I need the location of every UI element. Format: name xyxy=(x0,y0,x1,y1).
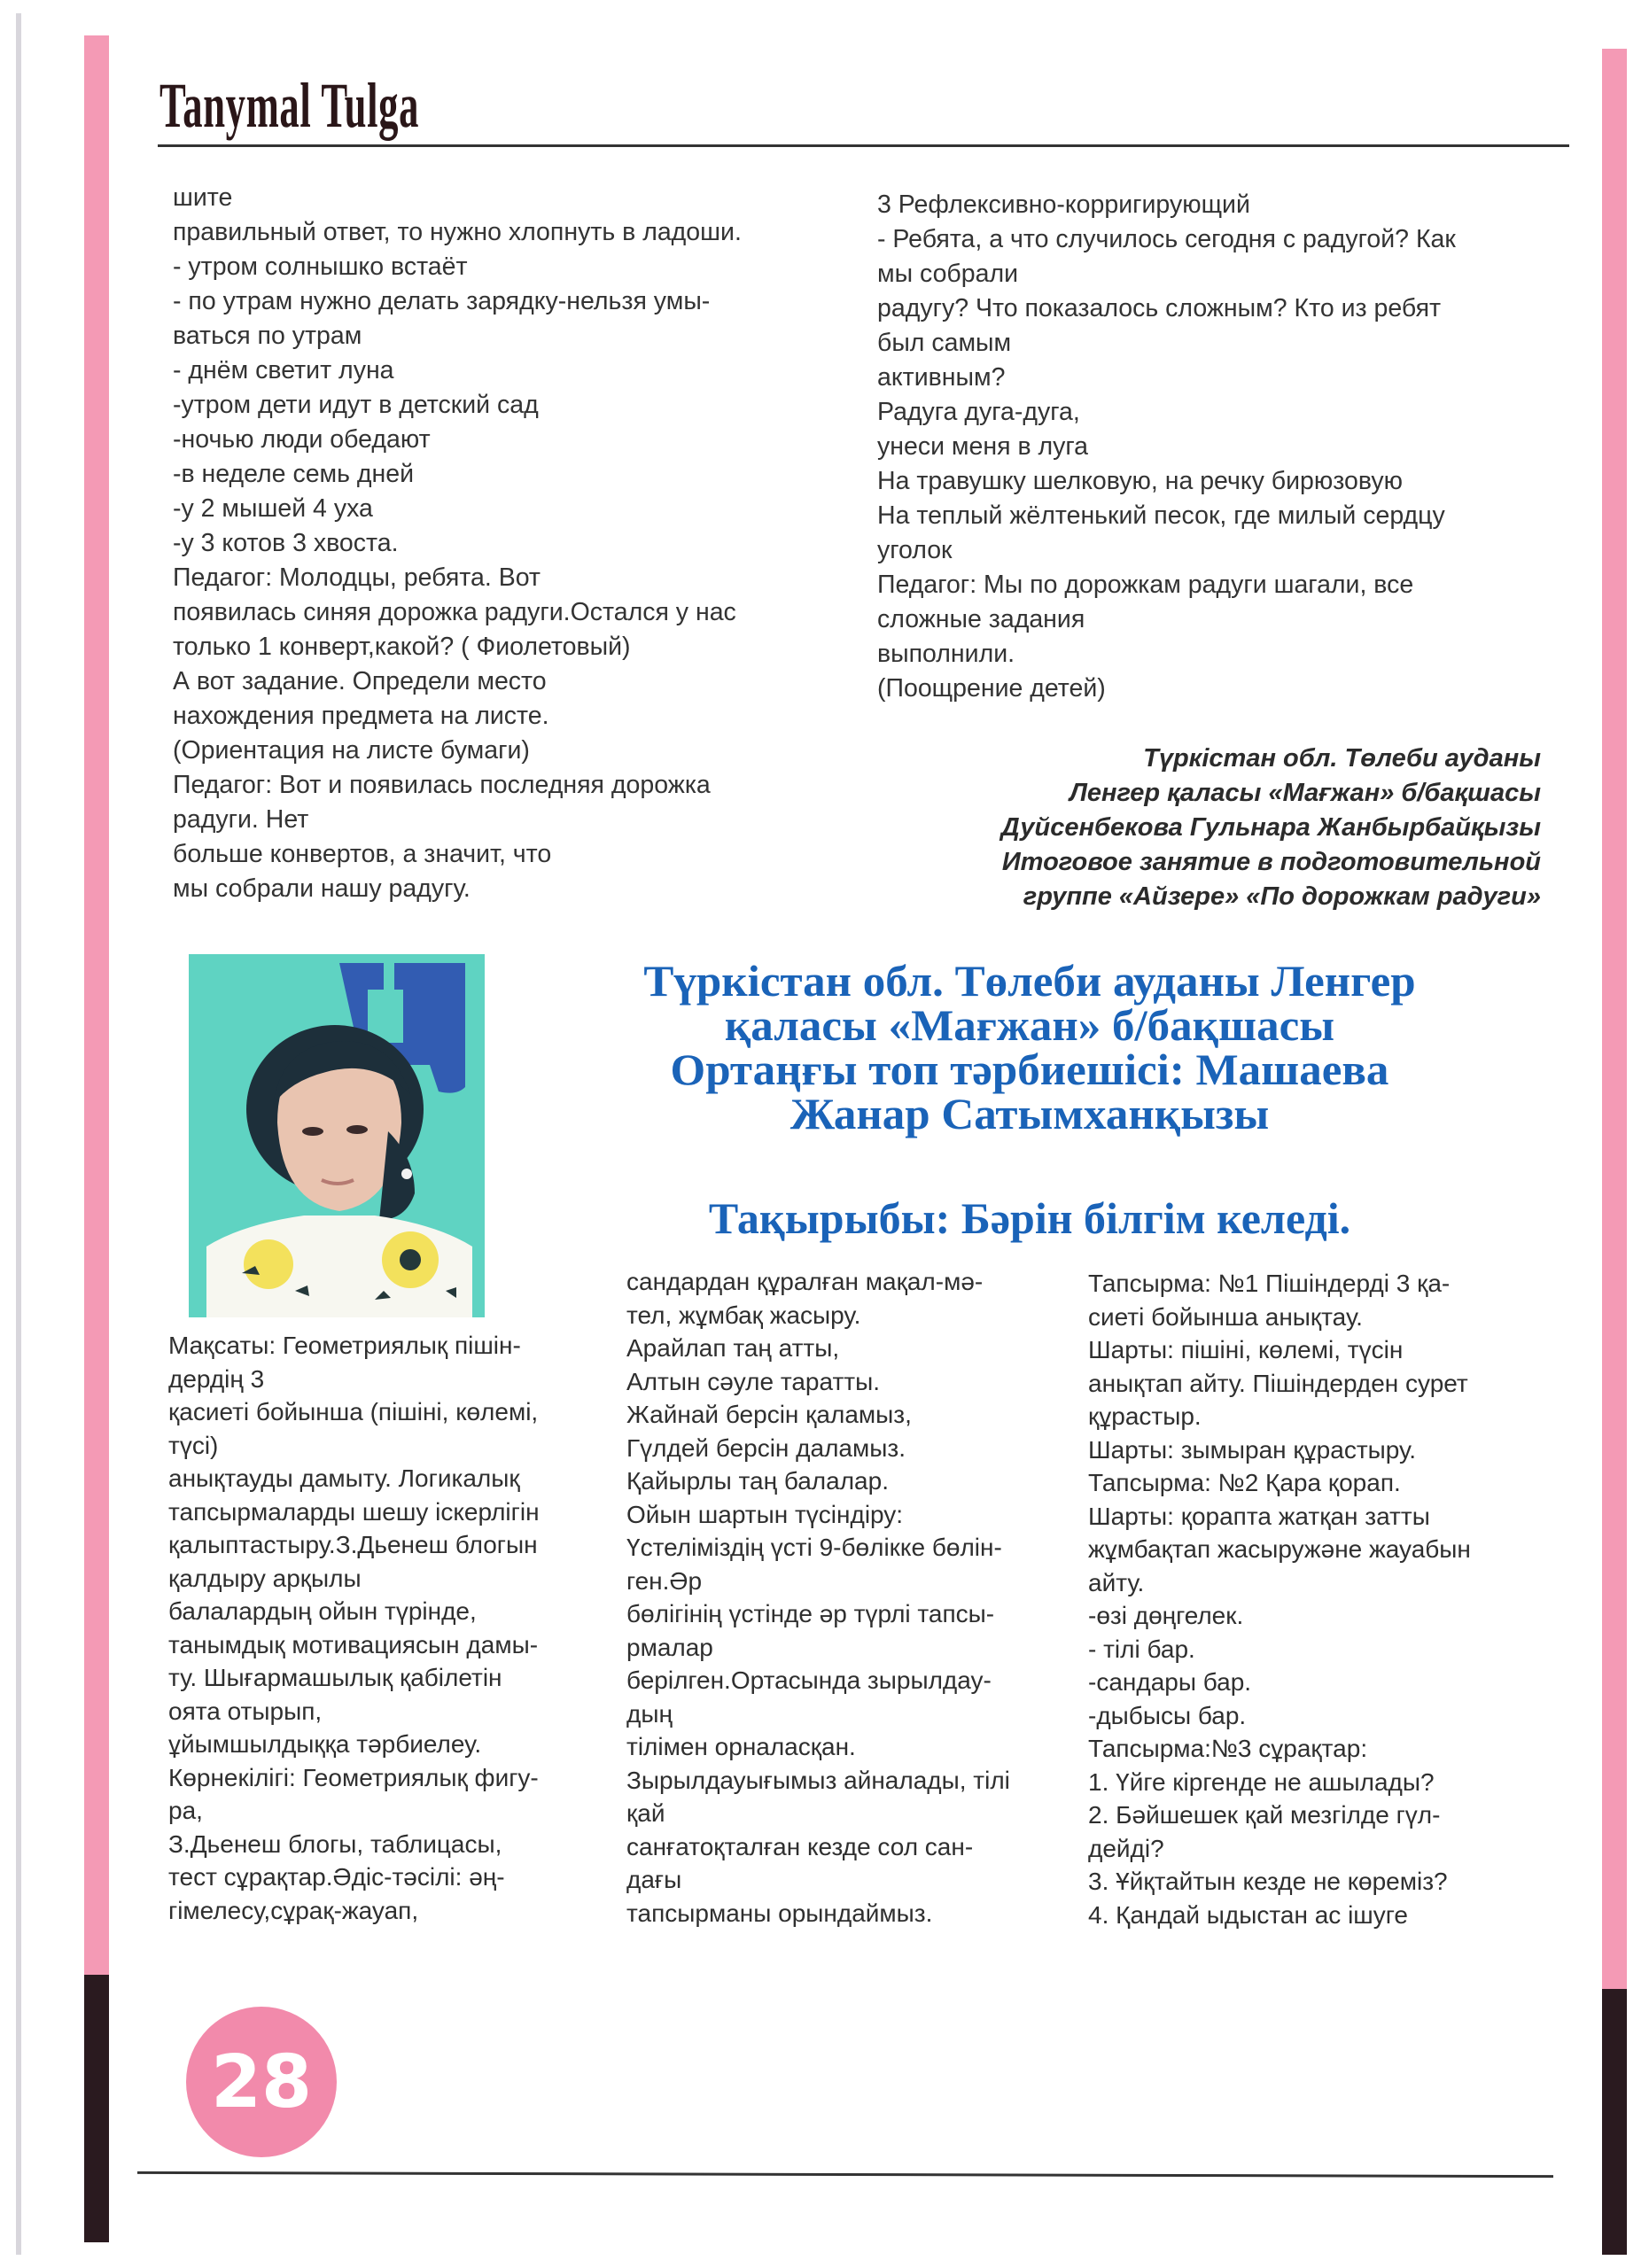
text-line: қай xyxy=(626,1799,665,1827)
text-line: балалардың ойын түрінде, xyxy=(168,1597,477,1625)
header-rule xyxy=(158,144,1569,147)
text-line: дағы xyxy=(626,1866,682,1893)
text-line: уголок xyxy=(877,536,953,564)
text-line: радуги. Нет xyxy=(173,805,309,834)
page-number-badge xyxy=(186,2007,337,2157)
text-line: -сандары бар. xyxy=(1088,1668,1252,1696)
text-line: ту. Шығармашылық қабілетін xyxy=(168,1664,502,1691)
text-line: -ночью люди обедают xyxy=(173,425,431,454)
second-article-column-2 xyxy=(626,1265,1070,1930)
text-line: Радуга дуга-дуга, xyxy=(877,398,1080,426)
text-line: -у 2 мышей 4 уха xyxy=(173,494,373,523)
text-line: только 1 конверт,какой? ( Фиолетовый) xyxy=(173,633,631,661)
text-line: ген.Әр xyxy=(626,1566,703,1595)
text-line: Итоговое занятие в подготовительной xyxy=(1001,848,1541,876)
text-line: мы собрали xyxy=(877,260,1018,288)
text-line: правильный ответ, то нужно хлопнуть в ладоши. xyxy=(173,218,742,246)
text-line: -у 3 котов 3 хвоста. xyxy=(173,529,399,557)
text-line: 3. Ұйқтайтын кезде не көреміз? xyxy=(1088,1868,1448,1895)
text-line: Мақсаты: Геометриялық пішін- xyxy=(168,1332,521,1359)
text-line: 1. Үйге кіргенде не ашылады? xyxy=(1088,1767,1435,1796)
text-line: выполнили. xyxy=(877,640,1015,668)
footer-rule xyxy=(137,2171,1553,2178)
text-line: группе «Айзере» «По дорожкам радуги» xyxy=(1023,882,1541,911)
text-line: Жайнай берсін қаламыз, xyxy=(626,1401,912,1428)
text-line: На теплый жёлтенький песок, где милый сердцу xyxy=(877,501,1445,530)
text-line: - днём светит луна xyxy=(173,356,394,384)
right-dark-band xyxy=(1602,1989,1627,2255)
text-line: Педагог: Вот и появилась последняя дорожка xyxy=(173,771,711,799)
text-line: Зырылдауығымыз айналады, тілі xyxy=(626,1766,1010,1794)
top-right-column xyxy=(877,188,1560,706)
text-line: құрастыр. xyxy=(1088,1402,1202,1430)
text-line: Қайырлы таң балалар. xyxy=(626,1467,889,1495)
text-line: Дуйсенбекова Гульнара Жанбырбайқызы xyxy=(1000,813,1541,842)
text-line: Шарты: пішіні, көлемі, түсін xyxy=(1088,1336,1404,1363)
text-line: Педагог: Молодцы, ребята. Вот xyxy=(173,563,541,592)
text-line: тапсырманы орындаймыз. xyxy=(626,1899,933,1927)
text-line: Тапсырма: №1 Пішіндерді 3 қа- xyxy=(1088,1270,1451,1297)
text-line: радугу? Что показалось сложным? Кто из ребят xyxy=(877,294,1442,322)
page-number: 28 xyxy=(210,2039,313,2124)
heading-line: Түркістан обл. Төлеби ауданы Ленгер xyxy=(643,956,1416,1006)
text-line: сложные задания xyxy=(877,605,1085,633)
text-line: Түркістан обл. Төлеби ауданы xyxy=(1143,744,1541,773)
text-line: (Ориентация на листе бумаги) xyxy=(173,736,530,765)
text-line: тест сұрақтар.Әдіс-тәсілі: әң- xyxy=(168,1863,505,1891)
text-line: дердің 3 xyxy=(168,1364,265,1393)
magazine-title: Tanymal Tulga xyxy=(159,70,420,141)
heading-line: қаласы «Мағжан» б/бақшасы xyxy=(724,1000,1335,1050)
text-line: ұйымшылдыққа тәрбиелеу. xyxy=(168,1730,482,1758)
text-line: -дыбысы бар. xyxy=(1088,1701,1247,1729)
text-line: дейді? xyxy=(1088,1834,1164,1862)
text-line: 2. Бәйшешек қай мезгілде гүл- xyxy=(1088,1801,1441,1829)
text-line: берілген.Ортасында зырылдау- xyxy=(626,1666,992,1694)
scan-edge xyxy=(16,13,21,2255)
text-line: 4. Қандай ыдыстан ас ішуге xyxy=(1088,1900,1408,1929)
text-line: - по утрам нужно делать зарядку-нельзя умы- xyxy=(173,287,711,315)
text-line: Гүлдей берсін даламыз. xyxy=(626,1433,906,1462)
portrait-image xyxy=(189,954,485,1317)
text-line: қалыптастыру.З.Дьенеш блогын xyxy=(168,1531,538,1558)
text-line: дың xyxy=(626,1699,673,1728)
left-accent-bar xyxy=(84,35,109,1976)
text-line: -утром дети идут в детский сад xyxy=(173,391,539,419)
text-line: Тапсырма: №2 Қара қорап. xyxy=(1088,1469,1401,1496)
top-left-column xyxy=(173,181,846,906)
second-article-column-1 xyxy=(168,1329,603,1927)
text-line: бөлігінің үстінде әр түрлі тапсы- xyxy=(626,1600,995,1627)
text-line: Көрнекілігі: Геометриялық фигу- xyxy=(168,1763,539,1791)
text-line: қалдыру арқылы xyxy=(168,1564,362,1592)
text-line: - утром солнышко встаёт xyxy=(173,252,468,281)
text-line: түсі) xyxy=(168,1431,219,1459)
text-line: унеси меня в луга xyxy=(877,432,1089,461)
text-line: мы собрали нашу радугу. xyxy=(173,874,471,903)
text-line: жұмбақтап жасыружәне жауабын xyxy=(1088,1535,1471,1563)
heading-line: Ортаңғы топ тәрбиешісі: Машаева xyxy=(670,1045,1389,1094)
teacher-photo xyxy=(189,954,485,1317)
text-line: появилась синяя дорожка радуги.Остался у нас xyxy=(173,598,736,626)
text-line: сиеті бойынша анықтау. xyxy=(1088,1302,1363,1331)
text-line: был самым xyxy=(877,329,1012,357)
text-line: шите xyxy=(173,183,233,212)
text-line: А вот задание. Определи место xyxy=(173,667,547,695)
text-line: ра, xyxy=(168,1797,203,1824)
text-line: гімелесу,сұрақ-жауап, xyxy=(168,1896,419,1924)
article-heading xyxy=(542,956,1517,1138)
text-line: қасиеті бойынша (пішіні, көлемі, xyxy=(168,1398,539,1425)
text-line: - Ребята, а что случилось сегодня с радугой? Как xyxy=(877,225,1456,253)
text-line: активным? xyxy=(877,363,1006,392)
text-line: айту. xyxy=(1088,1568,1145,1596)
text-line: 3 Рефлексивно-корригирующий xyxy=(877,190,1250,219)
text-line: Педагог: Мы по дорожкам радуги шагали, все xyxy=(877,571,1414,599)
text-line: тел, жұмбақ жасыру. xyxy=(626,1301,861,1329)
heading-line: Жанар Сатымханқызы xyxy=(789,1089,1270,1138)
text-line: анықтап айту. Пішіндерден сурет xyxy=(1088,1369,1468,1397)
second-article-column-3 xyxy=(1088,1267,1567,1931)
text-line: нахождения предмета на листе. xyxy=(173,702,549,730)
text-line: Ойын шартын түсіндіру: xyxy=(626,1500,904,1528)
text-line: ваться по утрам xyxy=(173,322,362,350)
text-line: -өзі дөңгелек. xyxy=(1088,1602,1244,1629)
text-line: (Поощрение детей) xyxy=(877,674,1106,703)
text-line: оята отырып, xyxy=(168,1697,323,1725)
text-line: больше конвертов, а значит, что xyxy=(173,840,552,868)
right-accent-bar xyxy=(1602,49,1627,1991)
topic-heading: Тақырыбы: Бәрін білгім келеді. xyxy=(708,1193,1351,1243)
left-dark-band xyxy=(84,1975,109,2242)
text-line: Алтын сәуле таратты. xyxy=(626,1367,881,1395)
text-line: тапсырмаларды шешу іскерлігін xyxy=(168,1497,540,1526)
text-line: З.Дьенеш блогы, таблицасы, xyxy=(168,1829,502,1858)
text-line: рмалар xyxy=(626,1633,713,1661)
text-line: На травушку шелковую, на речку бирюзовую xyxy=(877,467,1403,495)
text-line: Шарты: қорапта жатқан затты xyxy=(1088,1502,1430,1530)
text-line: анықтауды дамыту. Логикалық xyxy=(168,1464,520,1492)
text-line: Тапсырма:№3 сұрақтар: xyxy=(1088,1735,1368,1762)
text-line: Арайлап таң атты, xyxy=(626,1334,840,1362)
text-line: сандардан құралған мақал-мә- xyxy=(626,1268,984,1295)
text-line: - тілі бар. xyxy=(1088,1635,1195,1663)
text-line: Шарты: зымыран құрастыру. xyxy=(1088,1435,1417,1464)
text-line: -в неделе семь дней xyxy=(173,460,415,488)
author-signature xyxy=(867,742,1541,914)
text-line: санғатоқталған кезде сол сан- xyxy=(626,1832,974,1860)
text-line: тілімен орналасқан. xyxy=(626,1733,856,1760)
text-line: танымдық мотивациясын дамы- xyxy=(168,1630,539,1658)
text-line: Үстеліміздің үсті 9-бөлікке бөлін- xyxy=(626,1534,1002,1561)
text-line: Ленгер қаласы «Мағжан» б/бақшасы xyxy=(1069,779,1541,807)
